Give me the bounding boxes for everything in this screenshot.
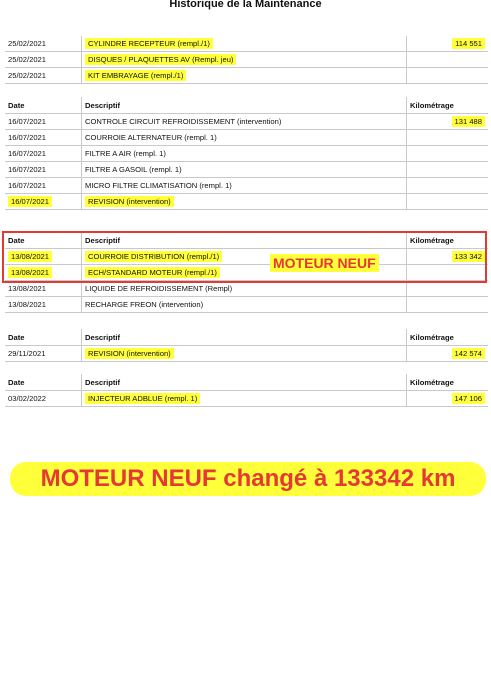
km-cell: 114 551 [407, 36, 489, 52]
descriptif-cell: CYLINDRE RECEPTEUR (rempl./1) [82, 36, 407, 52]
descriptif-header: Descriptif [82, 329, 407, 346]
km-cell [407, 146, 489, 162]
date-header: Date [5, 97, 82, 114]
table-row [5, 178, 488, 194]
moteur-neuf-tag: MOTEUR NEUF [270, 254, 379, 272]
date-cell: 25/02/2021 [5, 68, 82, 84]
km-cell: 133 342 [407, 249, 489, 265]
table-row [5, 114, 488, 130]
date-cell: 03/02/2022 [5, 391, 82, 407]
table-row [5, 36, 488, 52]
date-cell: 13/08/2021 [5, 297, 82, 313]
descriptif-header: Descriptif [82, 97, 407, 114]
table-row [5, 391, 488, 407]
descriptif-cell: CONTROLE CIRCUIT REFROIDISSEMENT (intervention) [82, 114, 407, 130]
descriptif-cell: KIT EMBRAYAGE (rempl./1) [82, 68, 407, 84]
descriptif-cell: DISQUES / PLAQUETTES AV (Rempl. jeu) [82, 52, 407, 68]
table-row [5, 194, 488, 210]
table-row [5, 52, 488, 68]
km-cell [407, 68, 489, 84]
descriptif-header: Descriptif [82, 232, 407, 249]
table-row [5, 346, 488, 362]
descriptif-cell: MICRO FILTRE CLIMATISATION (rempl. 1) [82, 178, 407, 194]
km-cell [407, 130, 489, 146]
moteur-neuf-banner: MOTEUR NEUF changé à 133342 km [10, 462, 486, 496]
descriptif-cell: FILTRE A AIR (rempl. 1) [82, 146, 407, 162]
km-cell [407, 194, 489, 210]
km-cell: 131 488 [407, 114, 489, 130]
table-row [5, 146, 488, 162]
descriptif-cell: FILTRE A GASOIL (rempl. 1) [82, 162, 407, 178]
date-header: Date [5, 329, 82, 346]
page-title: Historique de la Maintenance [169, 0, 322, 10]
table-row [5, 68, 488, 84]
date-cell: 13/08/2021 [5, 265, 82, 281]
table-row [5, 130, 488, 146]
maintenance-table-2 [5, 97, 488, 210]
date-cell: 25/02/2021 [5, 36, 82, 52]
descriptif-cell: COURROIE DISTRIBUTION (rempl./1) [82, 249, 407, 265]
table-row [5, 162, 488, 178]
date-cell: 16/07/2021 [5, 162, 82, 178]
km-cell: 142 574 [407, 346, 489, 362]
date-cell: 16/07/2021 [5, 194, 82, 210]
table-header-row [5, 97, 488, 114]
date-cell: 25/02/2021 [5, 52, 82, 68]
date-cell: 29/11/2021 [5, 346, 82, 362]
date-cell: 13/08/2021 [5, 249, 82, 265]
km-header: Kilométrage [407, 232, 489, 249]
table-row [5, 297, 488, 313]
table-header-row [5, 329, 488, 346]
date-cell: 16/07/2021 [5, 146, 82, 162]
km-header: Kilométrage [407, 97, 489, 114]
descriptif-cell: RECHARGE FREON (intervention) [82, 297, 407, 313]
km-cell [407, 162, 489, 178]
date-cell: 16/07/2021 [5, 178, 82, 194]
km-header: Kilométrage [407, 374, 489, 391]
date-header: Date [5, 232, 82, 249]
date-cell: 16/07/2021 [5, 130, 82, 146]
km-cell [407, 297, 489, 313]
descriptif-cell: LIQUIDE DE REFROIDISSEMENT (Rempl) [82, 281, 407, 297]
descriptif-cell: REVISION (intervention) [82, 194, 407, 210]
table-header-row [5, 374, 488, 391]
date-cell: 16/07/2021 [5, 114, 82, 130]
maintenance-table-5 [5, 374, 488, 407]
descriptif-cell: COURROIE ALTERNATEUR (rempl. 1) [82, 130, 407, 146]
highlight-box [2, 231, 487, 283]
date-header: Date [5, 374, 82, 391]
descriptif-header: Descriptif [82, 374, 407, 391]
km-cell [407, 52, 489, 68]
km-header: Kilométrage [407, 329, 489, 346]
descriptif-cell: REVISION (intervention) [82, 346, 407, 362]
descriptif-cell: ECH/STANDARD MOTEUR (rempl./1) [82, 265, 407, 281]
km-cell [407, 178, 489, 194]
date-cell: 13/08/2021 [5, 281, 82, 297]
km-cell: 147 106 [407, 391, 489, 407]
maintenance-table-4 [5, 329, 488, 362]
descriptif-cell: INJECTEUR ADBLUE (rempl. 1) [82, 391, 407, 407]
maintenance-table-1 [5, 36, 488, 84]
